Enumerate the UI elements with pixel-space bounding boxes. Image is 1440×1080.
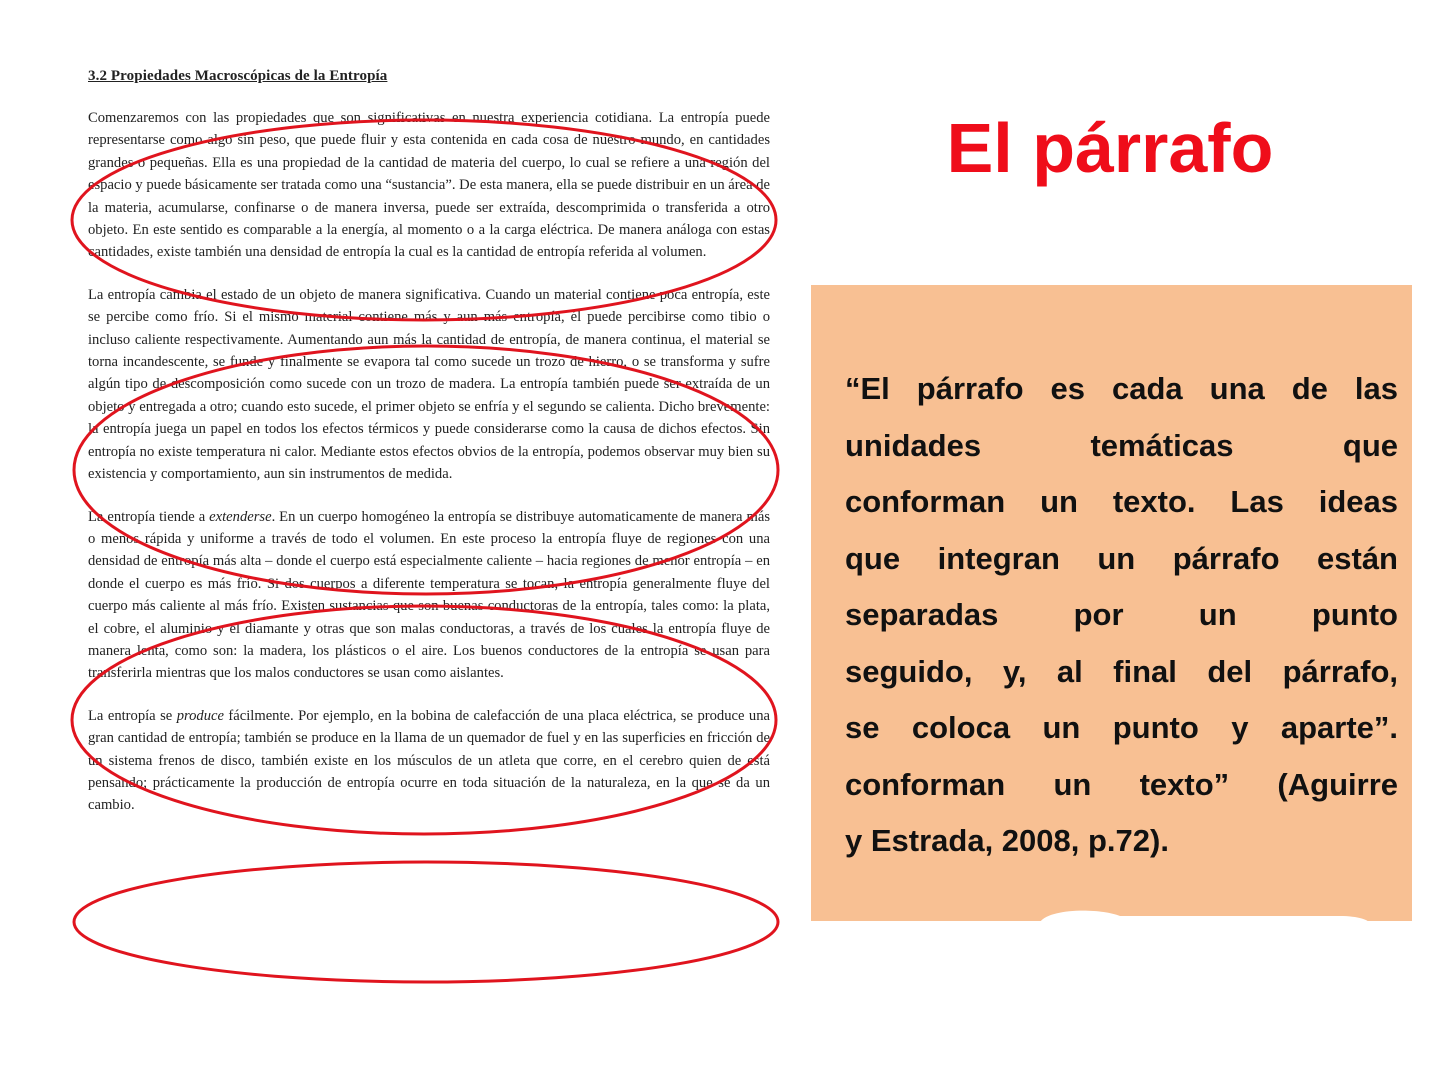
- quote-line: “El párrafo es cada una de las: [845, 371, 1398, 406]
- quote-text: [845, 361, 1398, 870]
- quote-box: [811, 285, 1412, 921]
- quote-line: que integran un párrafo están: [845, 540, 1398, 576]
- document-paragraph-1: Comenzaremos con las propiedades que son significativas en nuestra experiencia cotidiana. La entropía puede representarse como algo sin peso, que puede fluir y esta contenida en cada cosa de nuestro mundo, en cantidades grandes o pequeñas. Ella es una propiedad de la cantidad de materia del cuerpo, lo cual se refiere a una región del espacio y puede básicamente ser tratada como una “sustancia”. De esta manera, ella se puede distribuir en un área de la materia, acumularse, confinarse o de manera inversa, puede ser extraída, descomprimida o transferida a otro objeto. En este sentido es comparable a la energía, al momento o a la carga eléctrica. De manera análoga con estas cantidades, existe también una densidad de entropía la cual es la cantidad de entropía referida al volumen.: [88, 110, 770, 261]
- quote-line: conforman un texto. Las ideas: [845, 484, 1398, 519]
- annotation-ellipse-4: [74, 862, 778, 982]
- paragraph-3-emphasis: extenderse: [209, 508, 272, 525]
- quote-line: se coloca un punto y aparte”.: [845, 710, 1398, 745]
- paragraph-3-start: La entropía tiende a: [88, 508, 210, 525]
- quote-line: y Estrada, 2008, p.72).: [845, 823, 1169, 858]
- paragraph-3-rest: . En un cuerpo homogéneo la entropía se distribuye automaticamente de manera más o menos rápida y uniforme a través de todo el volumen. En este proceso la entropía fluye de regiones con una densidad de entropía más alta – donde el cuerpo está especialmente caliente – hacia regiones de menor entropía – en donde el cuerpo es más frío. Si dos cuerpos a diferente temperatura se tocan, la entropía generalmente fluye del cuerpo más caliente al más frío. Existen sustancias que son buenas conductoras de la entropía, tales como: la plata, el cobre, el aluminio y el diamante y otras que son malas conductoras, a través de los cuales la entropía fluye de manera lenta, como son: la madera, los plásticos o el aire. Los buenos conductores de la entropía se usan para transferirla mientras que los malos conductores se usan como aislantes.: [88, 508, 770, 682]
- quote-line: unidades temáticas que: [845, 427, 1398, 463]
- quote-line: conforman un texto” (Aguirre: [845, 766, 1398, 802]
- slide-title: El párrafo: [946, 109, 1274, 187]
- document-excerpt: [88, 68, 770, 837]
- document-paragraph-3: [88, 506, 770, 685]
- document-paragraph-2: La entropía cambia el estado de un objeto de manera significativa. Cuando un material contiene poca entropía, este se percibe como frío. Si el mismo material contiene más y aun más entropía, él puede percibirse como tibio o incluso caliente respectivamente. Aumentando aun más la cantidad de entropía, de manera continua, el material se torna incandescente, se funde y finalmente se evapora tal como sucede un trozo de hierro, o se transforma y sufre algún tipo de descomposición como sucede con un trozo de madera. La entropía también puede ser extraída de un objeto y entregada a otro; cuando esto sucede, el primer objeto se enfría y el segundo se calienta. Dicho brevemente: la entropía juega un papel en todos los efectos térmicos y puede considerarse como la causa de dichos efectos. Sin entropía no existe temperatura ni calor. Mediante estos efectos obvios de la entropía, podemos observar muy bien su existencia y comportamiento, aun sin instrumentos de medida.: [88, 286, 770, 483]
- paragraph-4-emphasis: produce: [176, 707, 224, 724]
- quote-line: separadas por un punto: [845, 597, 1398, 632]
- document-paragraph-4: [88, 705, 770, 817]
- document-heading: 3.2 Propiedades Macroscópicas de la Entropía: [88, 68, 388, 84]
- quote-line: seguido, y, al final del párrafo,: [845, 653, 1398, 689]
- decorative-cloud-shape: [1040, 908, 1370, 948]
- paragraph-4-rest: fácilmente. Por ejemplo, en la bobina de calefacción de una placa eléctrica, se produce una gran cantidad de entropía; también se produce en la llama de un quemador de fuel y en las superficies en fricción de un sistema frenos de disco, también existe en los músculos de un atleta que corre, en el cerebro quien de está pensando; prácticamente la producción de entropía ocurre en toda situación de la naturaleza, en la que se da un cambio.: [88, 707, 770, 814]
- paragraph-4-start: La entropía se: [88, 707, 177, 724]
